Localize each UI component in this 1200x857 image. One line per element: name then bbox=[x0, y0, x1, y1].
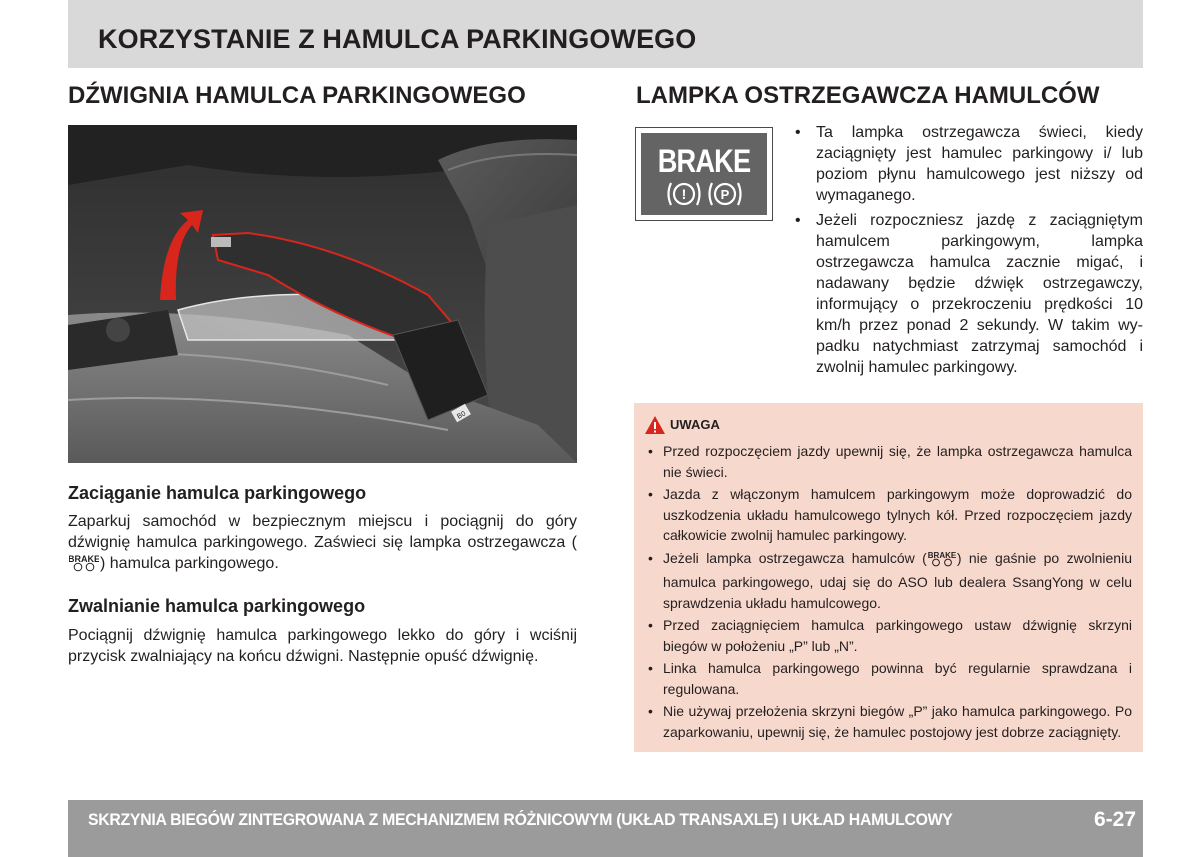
svg-text:BRAKE: BRAKE bbox=[927, 550, 956, 560]
warning-list bbox=[646, 441, 1132, 744]
releasing-text: Pociągnij dźwignię hamulca parkingowego lekko do góry i wciśnij przycisk zwalniający na końcu dźwigni. Następnie opuść dźwignię. bbox=[68, 627, 577, 665]
warning-item-after: ) nie gaśnie po zwolnieniu hamulca parkingowego, udaj się do ASO lub dealera SsangYong w celu sprawdzenia układu hamulcowego. bbox=[663, 549, 1132, 611]
footer-chapter-title: SKRZYNIA BIEGÓW ZINTEGROWANA Z MECHANIZMEM RÓŻNICOWYM (UKŁAD TRANSAXLE) I UKŁAD HAMULCOWY bbox=[88, 810, 953, 829]
section-heading-parking-lever: DŹWIGNIA HAMULCA PARKINGOWEGO bbox=[68, 82, 526, 109]
list-item: • Ta lampka ostrzegawcza świeci, kiedy zaciągnięty jest hamulec parkingowy i/ lub poziom płynu hamulcowego jest niższy od wymaganego. bbox=[795, 122, 1143, 206]
footer-band bbox=[68, 800, 1143, 857]
releasing-title: Zwalnianie hamulca parkingowego bbox=[68, 596, 366, 616]
svg-text:BRAKE: BRAKE bbox=[69, 554, 99, 564]
warning-title: UWAGA bbox=[670, 417, 720, 432]
photo-label: B0 bbox=[456, 410, 468, 421]
page-number: 6-27 bbox=[1093, 808, 1136, 831]
section-heading-brake-lamp: LAMPKA OSTRZEGAWCZA HAMULCÓW bbox=[636, 82, 1100, 109]
brake-warning-lamp-icon bbox=[635, 127, 773, 221]
brake-lamp-word: BRAKE bbox=[657, 143, 751, 179]
page-title: KORZYSTANIE Z HAMULCA PARKINGOWEGO bbox=[98, 24, 697, 54]
applying-text-after: ) hamulca parkingowego. bbox=[100, 555, 279, 572]
header-band bbox=[68, 0, 1143, 68]
exclamation-symbol: ! bbox=[681, 186, 687, 202]
warning-item: • Przed zaciągnięciem hamulca parkingowego ustaw dźwignię skrzyni biegów w położeniu „P” lub „N”. bbox=[646, 615, 1132, 656]
brake-lamp-bullets bbox=[795, 122, 1143, 382]
warning-item: • Linka hamulca parkingowego powinna być regularnie sprawdzana i regulowana. bbox=[646, 658, 1132, 699]
warning-triangle-icon bbox=[644, 415, 666, 440]
warning-item bbox=[646, 548, 1132, 614]
warning-item: • Jazda z włączonym hamulcem parkingowym może doprowadzić do uszkodzenia układu hamulcowego tylnych kół. Przed rozpoczęciem jazdy całkowicie zwolnij hamulec parkingowy. bbox=[646, 484, 1132, 546]
warning-box bbox=[634, 403, 1143, 752]
parking-symbol: P bbox=[720, 187, 730, 202]
parking-brake-photo bbox=[68, 125, 577, 463]
warning-item: • Nie używaj przełożenia skrzyni biegów „P” jako hamulca parkingowego. Po zaparkowaniu, upewnij się, że hamulec postojowy jest dobrze zaciągnięty. bbox=[646, 701, 1132, 742]
applying-text-before: Zaparkuj samochód w bezpiecznym miejscu i pociągnij do góry dźwignię hamulca parkingowego. Zaświeci się lampka ostrzegawcza ( bbox=[68, 513, 577, 551]
brake-inline-icon bbox=[69, 554, 99, 578]
warning-item: • Przed rozpoczęciem jazdy upewnij się, że lampka ostrzegawcza hamulca nie świeci. bbox=[646, 441, 1132, 482]
brake-inline-icon bbox=[928, 551, 956, 573]
warning-item-before: Jeżeli lampka ostrzegawcza hamulców ( bbox=[663, 549, 927, 566]
applying-title: Zaciąganie hamulca parkingowego bbox=[68, 483, 367, 503]
list-item: • Jeżeli rozpoczniesz jazdę z zaciągniętym hamulcem parkingowym, lampka ostrzegawcza hamulca zacznie migać, i nadawany będzie dźwięk ostrzegawczy, informujący o przekroczeniu prędkości 10 km/h przez ponad 2 sekundy. W takim wypadku natychmiast zatrzymaj samochód i zwolnij hamulec parkingowy. bbox=[795, 210, 1143, 378]
applying-text bbox=[68, 511, 577, 578]
